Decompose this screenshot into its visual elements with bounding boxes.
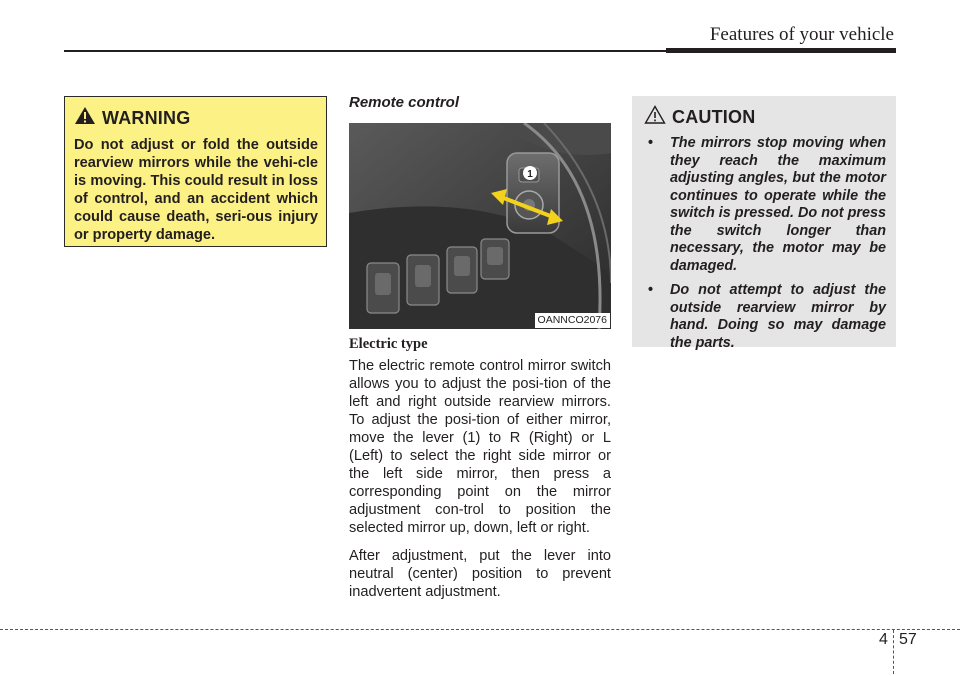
bullet: • xyxy=(648,282,654,298)
warning-box xyxy=(64,96,327,247)
body-paragraph-2: After adjustment, put the lever into neutral (center) position to prevent inadvertent adjustment. xyxy=(349,548,611,600)
caution-item-text: Do not attempt to adjust the outside rearview mirror by hand. Doing so may damage the parts. xyxy=(670,282,886,351)
page-separator xyxy=(893,630,894,674)
header-title: Features of your vehicle xyxy=(709,24,894,45)
mirror-switch-figure xyxy=(349,123,611,329)
caution-item xyxy=(644,282,886,352)
caution-item xyxy=(644,135,886,275)
warning-heading xyxy=(74,106,318,130)
body-paragraph-1: The electric remote control mirror switch allows you to adjust the posi-tion of the left and right outside rearview mirrors. To adjust the posi-tion of either mirror, move the lever (1) to R (Right) or L (Left) to select the right side mirror or the left side mirror, then press a corresponding point on the mirror adjustment con-trol to position the selected mirror up, down, left or right. xyxy=(349,358,611,536)
section-title: Remote control xyxy=(349,94,460,111)
footer-rule xyxy=(0,629,960,630)
chapter-number: 4 xyxy=(879,631,888,648)
caution-triangle-icon xyxy=(644,105,666,129)
sub-heading: Electric type xyxy=(349,336,428,352)
warning-triangle-icon xyxy=(74,106,96,130)
caution-item-text: The mirrors stop moving when they reach the maximum adjusting angles, but the motor continues to operate while the switch is pressed. Do not press the switch longer than necessary, the motor may be damaged. xyxy=(670,135,886,274)
warning-heading-text: WARNING xyxy=(102,107,191,128)
caution-box xyxy=(632,96,896,351)
caution-heading xyxy=(644,105,886,129)
header-rule-accent xyxy=(666,48,896,53)
caution-list xyxy=(644,135,886,352)
bullet: • xyxy=(648,135,654,151)
page-number: 57 xyxy=(899,631,917,648)
callout-number: 1 xyxy=(527,169,533,180)
warning-body: Do not adjust or fold the outside rearview mirrors while the vehi-cle is moving. This could result in loss of control, and an accident which could cause death, seri-ous injury or property damage. xyxy=(74,137,318,243)
caution-heading-text: CAUTION xyxy=(672,106,756,127)
door-panel-illustration xyxy=(349,123,611,329)
figure-code: OANNCO2076 xyxy=(535,313,610,328)
